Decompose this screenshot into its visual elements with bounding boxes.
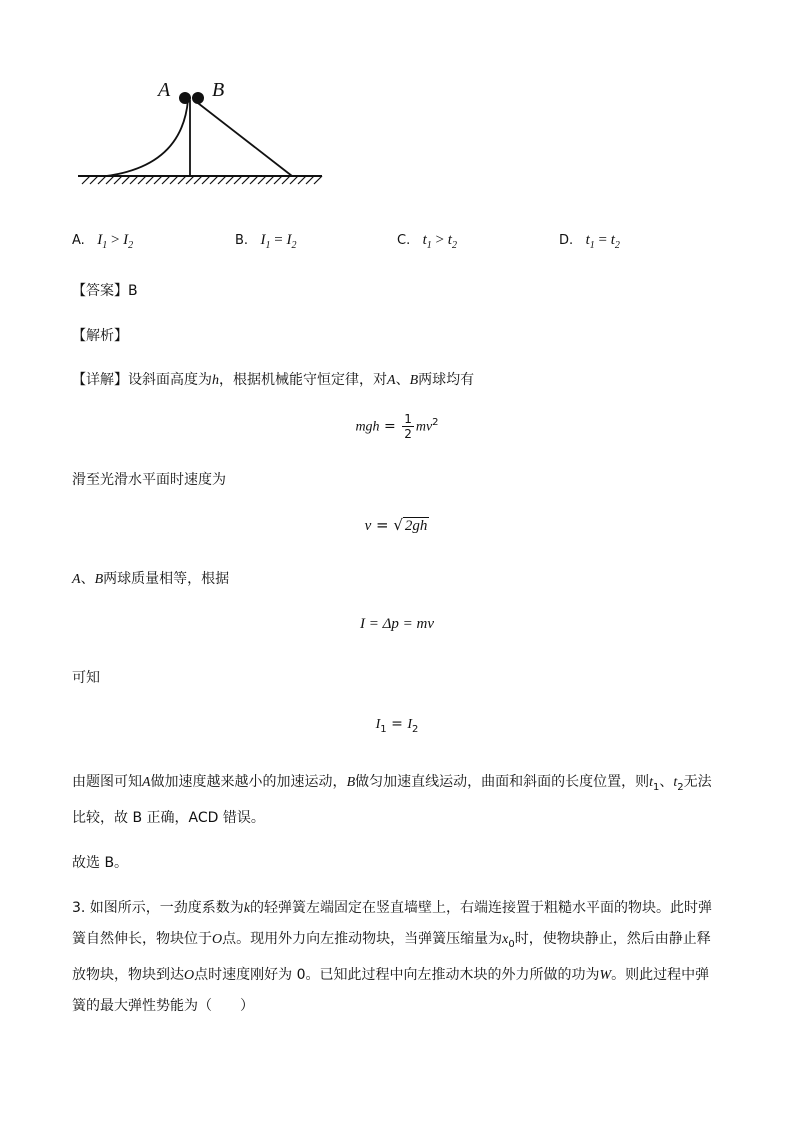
- know-line: 可知: [72, 670, 100, 686]
- speed-intro-line: 滑至光滑水平面时速度为: [72, 472, 226, 488]
- conclusion-paragraph: 由题图可知A做加速度越来越小的加速运动，B做匀加速直线运动，曲面和斜面的长度位置，则$t_1$、$t_2$无法比较，故 B 正确，ACD 错误。: [72, 774, 712, 826]
- analysis-label: 【解析】: [72, 328, 128, 344]
- ball-b: [192, 92, 204, 104]
- equation-impulse: I = Δp = mv: [359, 616, 435, 632]
- label-b: B: [212, 79, 225, 101]
- option-c: C. $t_1 > t_2$: [397, 232, 457, 251]
- answer-value: B: [128, 283, 138, 299]
- answer-line: [72, 281, 138, 301]
- detail-line: 【详解】设斜面高度为h，根据机械能守恒定律，对A、B两球均有: [72, 372, 475, 388]
- ball-a: [179, 92, 191, 104]
- curved-surface: [106, 100, 188, 176]
- option-a: A. $I_1 > I_2$: [72, 232, 134, 251]
- answer-label: 【答案】: [72, 283, 128, 299]
- incline-line: [194, 100, 292, 176]
- equation-energy: mgh = $\frac{1}{2}$ $mv^2$: [355, 412, 439, 441]
- final-choice: 故选 B。: [72, 855, 129, 871]
- question-3: 3. 如图所示，一劲度系数为k的轻弹簧左端固定在竖直墙壁上，右端连接置于粗糙水平面的物块。此时弹簧自然伸长，物块位于O点。现用外力向左推动物块，当弹簧压缩量为$x_0$时，使物块静止，然后由静止释放物块，物块到达O点时速度刚好为 0。已知此过程中向左推动木块的外力所做的功为W。则此过程中弹簧的最大弹性势能为（ ）: [72, 900, 713, 1014]
- ground-hatch: [82, 176, 322, 184]
- equation-speed: v = √ 2gh: [364, 516, 428, 534]
- option-d: D. $t_1 = t_2$: [559, 232, 620, 251]
- label-a: A: [158, 79, 171, 101]
- option-b: B. $I_1 = I_2$: [235, 232, 297, 251]
- mass-line: A、B两球质量相等，根据: [72, 571, 230, 587]
- equation-result: $I_1 = I_2$: [375, 716, 419, 735]
- incline-figure: [70, 70, 340, 190]
